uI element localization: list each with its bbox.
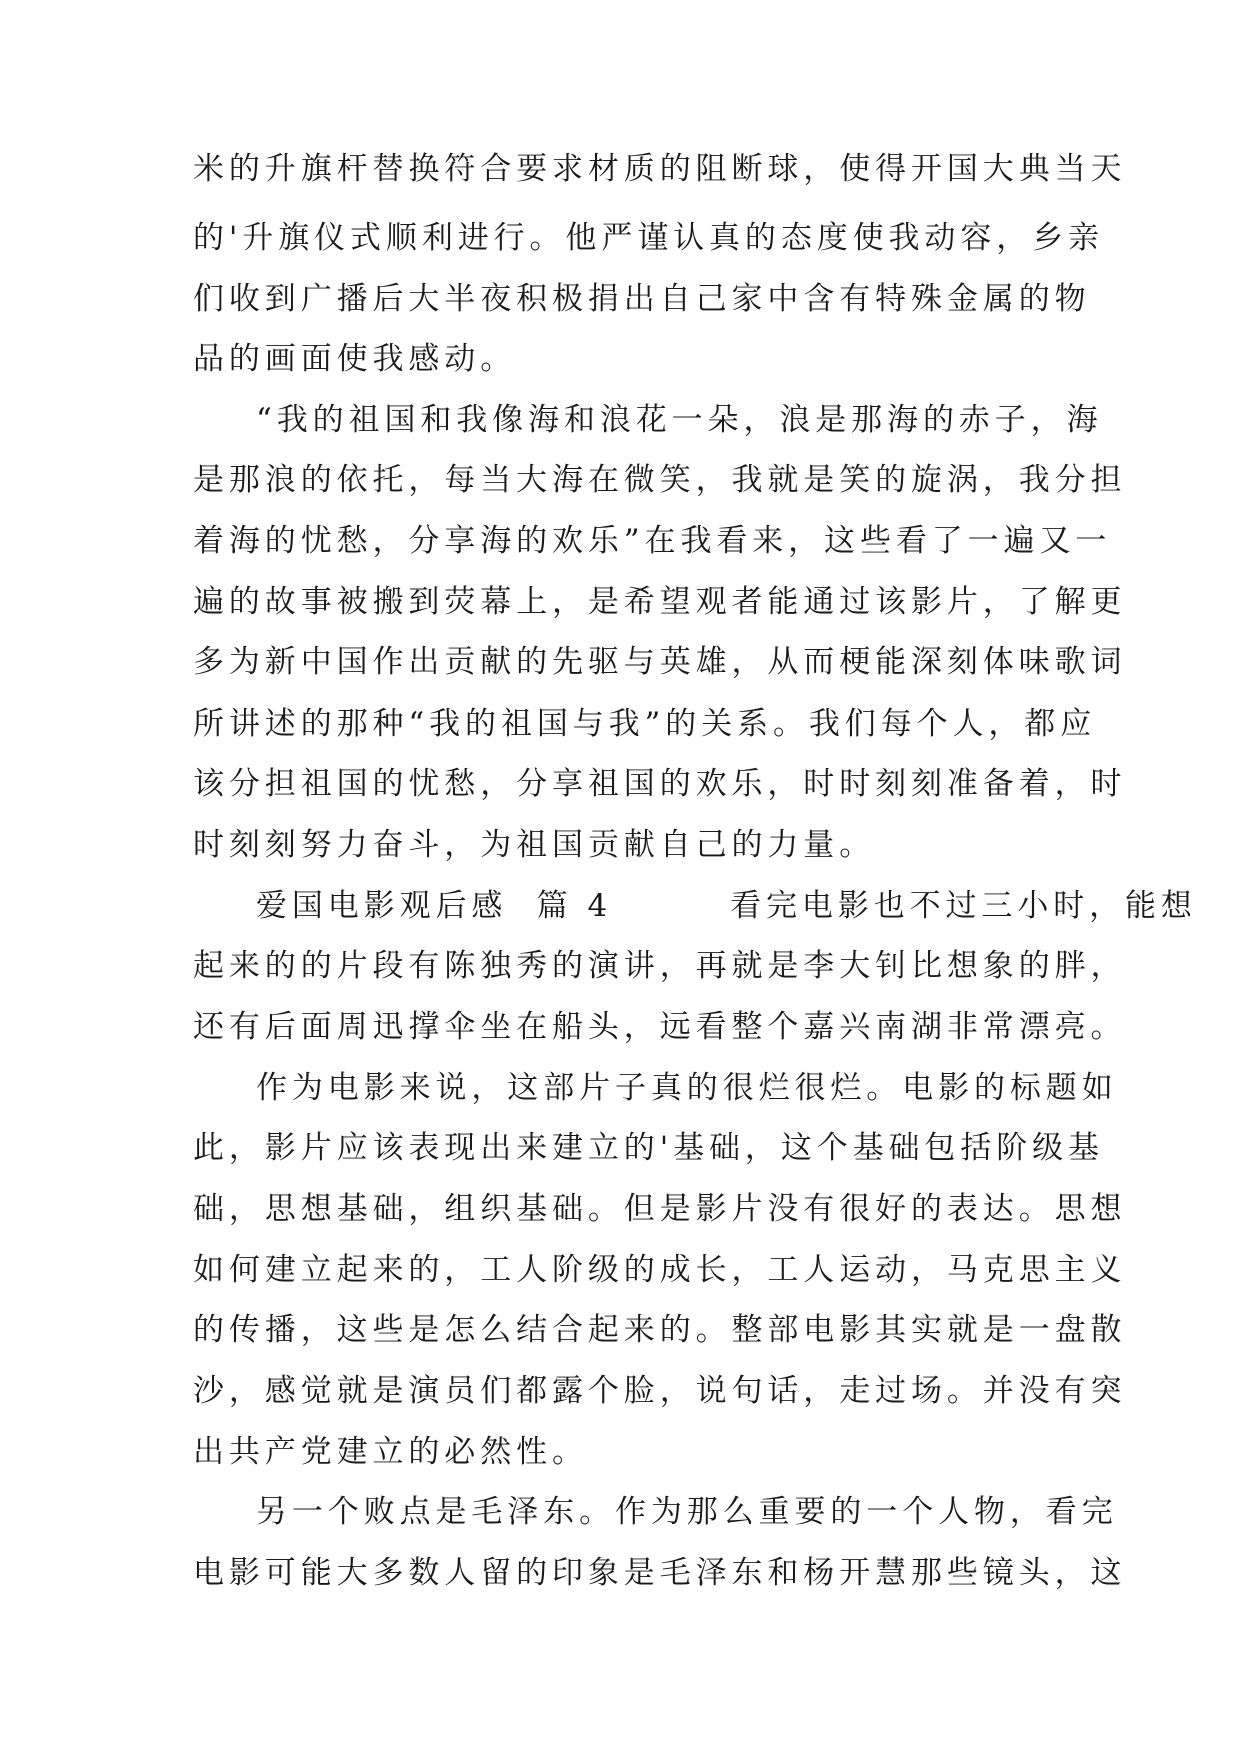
text-line: 该分担祖国的忧愁，分享祖国的欢乐，时时刻刻准备着，时 xyxy=(193,766,1127,802)
text-line: 沙，感觉就是演员们都露个脸，说句话，走过场。并没有突 xyxy=(193,1373,1127,1409)
text-line: 所讲述的那种“我的祖国与我”的关系。我们每个人，都应 xyxy=(193,706,1097,742)
paragraph-first-line: “我的祖国和我像海和浪花一朵，浪是那海的赤子，海 xyxy=(256,402,1103,438)
text-line: 如何建立起来的，工人阶级的成长，工人运动，马克思主义 xyxy=(193,1252,1127,1288)
text-line: 着海的忧愁，分享海的欢乐”在我看来，这些看了一遍又一 xyxy=(193,523,1112,559)
text-line: 础，思想基础，组织基础。但是影片没有很好的表达。思想 xyxy=(193,1191,1127,1227)
text-line: 品的画面使我感动。 xyxy=(193,341,517,377)
text-line: 起来的的片段有陈独秀的演讲，再就是李大钊比想象的胖， xyxy=(193,948,1127,984)
text-line: 出共产党建立的必然性。 xyxy=(193,1434,588,1470)
text-line: 电影可能大多数人留的印象是毛泽东和杨开慧那些镜头，这 xyxy=(193,1555,1127,1591)
text-line: 的'升旗仪式顺利进行。他严谨认真的态度使我动容，乡亲 xyxy=(193,220,1104,256)
text-line: 此，影片应该表现出来建立的'基础，这个基础包括阶级基 xyxy=(193,1130,1104,1166)
text-line: 米的升旗杆替换符合要求材质的阻断球，使得开国大典当天 xyxy=(193,151,1127,187)
text-line: 多为新中国作出贡献的先驱与英雄，从而梗能深刻体味歌词 xyxy=(193,644,1127,680)
text-line: 们收到广播后大半夜积极捐出自己家中含有特殊金属的物 xyxy=(193,281,1091,317)
text-line: 的传播，这些是怎么结合起来的。整部电影其实就是一盘散 xyxy=(193,1312,1127,1348)
paragraph-first-line: 另一个败点是毛泽东。作为那么重要的一个人物，看完 xyxy=(256,1494,1118,1530)
text-line: 时刻刻努力奋斗，为祖国贡献自己的力量。 xyxy=(193,827,876,863)
text-line: 遍的故事被搬到荧幕上，是希望观者能通过该影片，了解更 xyxy=(193,584,1127,620)
text-line: 还有后面周迅撑伞坐在船头，远看整个嘉兴南湖非常漂亮。 xyxy=(193,1009,1127,1045)
text-line: 是那浪的依托，每当大海在微笑，我就是笑的旋涡，我分担 xyxy=(193,462,1127,498)
paragraph-first-line: 作为电影来说，这部片子真的很烂很烂。电影的标题如 xyxy=(256,1070,1118,1106)
section-heading-line: 爱国电影观后感 篇 4 看完电影也不过三小时，能想 xyxy=(256,888,1197,924)
